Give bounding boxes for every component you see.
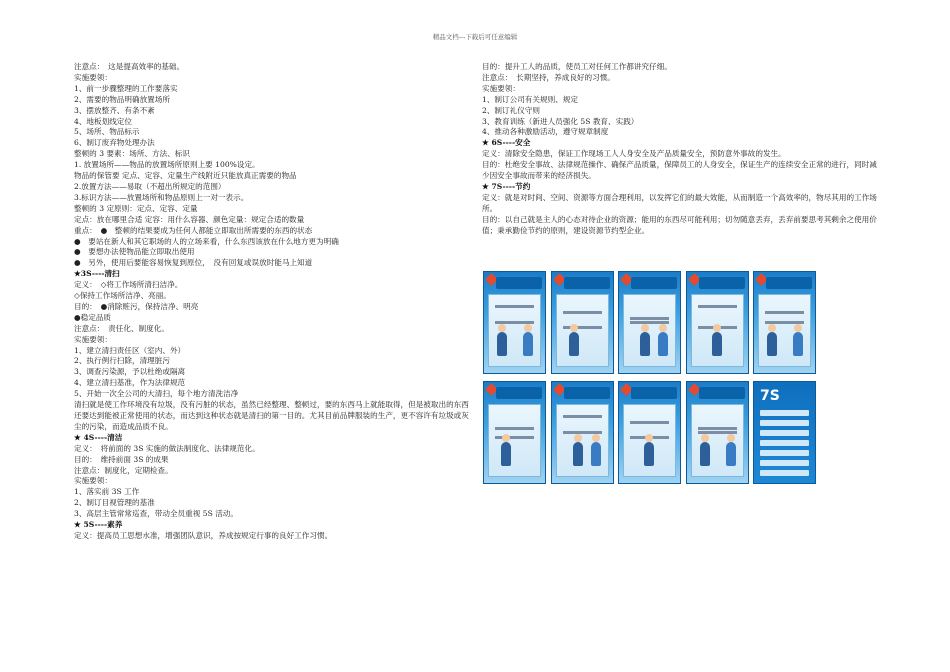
section-heading: ★3S----清扫 <box>74 269 120 279</box>
text-line: ● 要站在新人和其它职场的人的立场来看，什么东西该放在什么地方更为明确 <box>74 236 339 246</box>
text-line: 2.放置方法——易取（不超出所规定的范围） <box>74 181 226 191</box>
text-line: 2、需要的物品明确放置场所 <box>74 94 170 104</box>
text-line: 1、前一步骤整理的工作要落实 <box>74 83 178 93</box>
text-line: 目的：杜绝安全事故、法律规范操作、确保产品质量，保障员工的人身安全，保证生产的连续安全正常的进行，同时减少因安全事故而带来的经济损失。 <box>482 160 877 181</box>
text-line: 注意点： 长期坚持，养成良好的习惯。 <box>482 72 615 82</box>
text-line: ●稳定品质 <box>74 312 112 322</box>
text-line: 2、制订礼仪守则 <box>482 105 540 115</box>
text-line: 注意点：制度化，定期检查。 <box>74 465 173 475</box>
poster-image <box>618 271 681 374</box>
poster-image <box>686 381 749 484</box>
text-line: 定点：放在哪里合适 定容：用什么容器、颜色定量：规定合适的数量 <box>74 214 305 224</box>
text-line: 实施要领： <box>74 72 112 82</box>
text-line: ◇保持工作场所洁净、亮丽。 <box>74 291 171 301</box>
text-line: 定义：就是对时间、空间、资源等方面合理利用，以发挥它们的最大效能，从而制造一个高效率的，物尽其用的工作场所。 <box>482 192 877 213</box>
poster-image <box>483 271 546 374</box>
text-line: 重点： ● 整顿的结果要成为任何人都能立即取出所需要的东西的状态 <box>74 225 313 235</box>
text-line: 注意点： 责任化、制度化。 <box>74 323 169 333</box>
poster-image <box>483 381 546 484</box>
poster-image <box>686 271 749 374</box>
text-line: ● 要想办法使物品能立即取出使用 <box>74 247 195 257</box>
text-line: 4、建立清扫基准，作为法律规范 <box>74 378 186 388</box>
text-line: 目的：以自己就是主人的心态对待企业的资源；能用的东西尽可能利用；切勿随意丢弃，丢弃前要思考其剩余之使用价值；秉承勤俭节约的原则，建设资源节约型企业。 <box>482 214 877 235</box>
text-line: 清扫就是使工作环境没有垃圾，没有污脏的状态，虽然已经整理、整顿过，要的东西马上就能取得，但是被取出的东西还要达到能被正常使用的状态，而达到这种状态就是清扫的第一目的。尤其目前品牌服装的生产，更不容许有垃圾或灰尘的污染，而造成品质不良。 <box>74 400 469 431</box>
text-line: 整顿的 3 定原则：定点、定容、定量 <box>74 203 198 213</box>
poster-title: 7S <box>760 388 780 404</box>
text-line: 定义：清除安全隐患，保证工作现场工人人身安全及产品质量安全，预防意外事故的发生。 <box>482 149 786 159</box>
right-column <box>482 62 880 237</box>
text-line: 定义： ◇将工作场所清扫洁净。 <box>74 280 183 290</box>
text-line: 目的： 维持前面 3S 的成果 <box>74 454 169 464</box>
text-line: 2、制订目视管理的基准 <box>74 498 155 508</box>
text-line: 目的： ●消除赃污，保持洁净、明亮 <box>74 301 199 311</box>
section-heading: ★ 7S----节约 <box>482 181 531 191</box>
text-line: 3、教育训练（新进人员强化 5S 教育、实践） <box>482 116 639 126</box>
section-heading: ★ 6S----安全 <box>482 138 531 148</box>
text-line: 实施要领： <box>482 83 520 93</box>
section-heading: ★ 4S----清洁 <box>74 432 123 442</box>
text-line: 4、推动各种激励活动，遵守规章制度 <box>482 127 609 137</box>
text-line: 定义：提高员工思想水准，增强团队意识，养成按规定行事的良好工作习惯。 <box>74 530 333 540</box>
text-line: 注意点： 这是提高效率的基础。 <box>74 62 185 71</box>
text-line: 3、摆放整齐、有条不紊 <box>74 105 155 115</box>
text-line: 实施要领： <box>74 334 112 344</box>
text-line: 4、地板划线定位 <box>74 116 132 126</box>
poster-image <box>551 271 614 374</box>
text-line: 2、执行例行扫除，清理脏污 <box>74 356 170 366</box>
text-line: 1、制订公司有关规则、规定 <box>482 94 578 104</box>
text-line: 5、开始一次全公司的大清扫，每个地方清洗洁净 <box>74 389 239 399</box>
poster-image <box>551 381 614 484</box>
poster-image <box>753 381 816 484</box>
section-heading: ★ 5S----素养 <box>74 520 123 530</box>
text-line: 3.标识方法——放置场所和物品原则上一对一表示。 <box>74 192 249 202</box>
left-column <box>74 62 474 542</box>
7s-poster-panel <box>483 271 817 486</box>
text-line: 1. 放置场所——物品的放置场所原则上要 100%设定。 <box>74 160 260 170</box>
text-line: 整顿的 3 要素：场所、方法、标识 <box>74 149 190 159</box>
text-line: 3、高层主管常常巡查，带动全员重视 5S 活动。 <box>74 509 238 519</box>
text-line: ● 另外，使用后要能容易恢复到原位， 没有回复或误放时能马上知道 <box>74 258 313 268</box>
text-line: 5、场所、物品标示 <box>74 127 140 137</box>
text-line: 目的：提升工人的品质，使员工对任何工作都讲究仔细。 <box>482 62 672 71</box>
text-line: 6、制订废弃物处理办法 <box>74 138 155 148</box>
page-header: 精品文档---下载后可任意编辑 <box>432 33 518 41</box>
poster-image <box>618 381 681 484</box>
text-line: 1、建立清扫责任区（室内、外） <box>74 345 186 355</box>
text-line: 定义： 将前面的 3S 实施的做法制度化、法律规范化。 <box>74 443 260 453</box>
text-line: 1、落实前 3S 工作 <box>74 487 140 497</box>
text-line: 实施要领： <box>74 476 112 486</box>
poster-image <box>753 271 816 374</box>
text-line: 3、调查污染源，予以杜绝或隔离 <box>74 367 186 377</box>
text-line: 物品的保管要 定点、定容、定量生产线附近只能放真正需要的物品 <box>74 171 297 181</box>
